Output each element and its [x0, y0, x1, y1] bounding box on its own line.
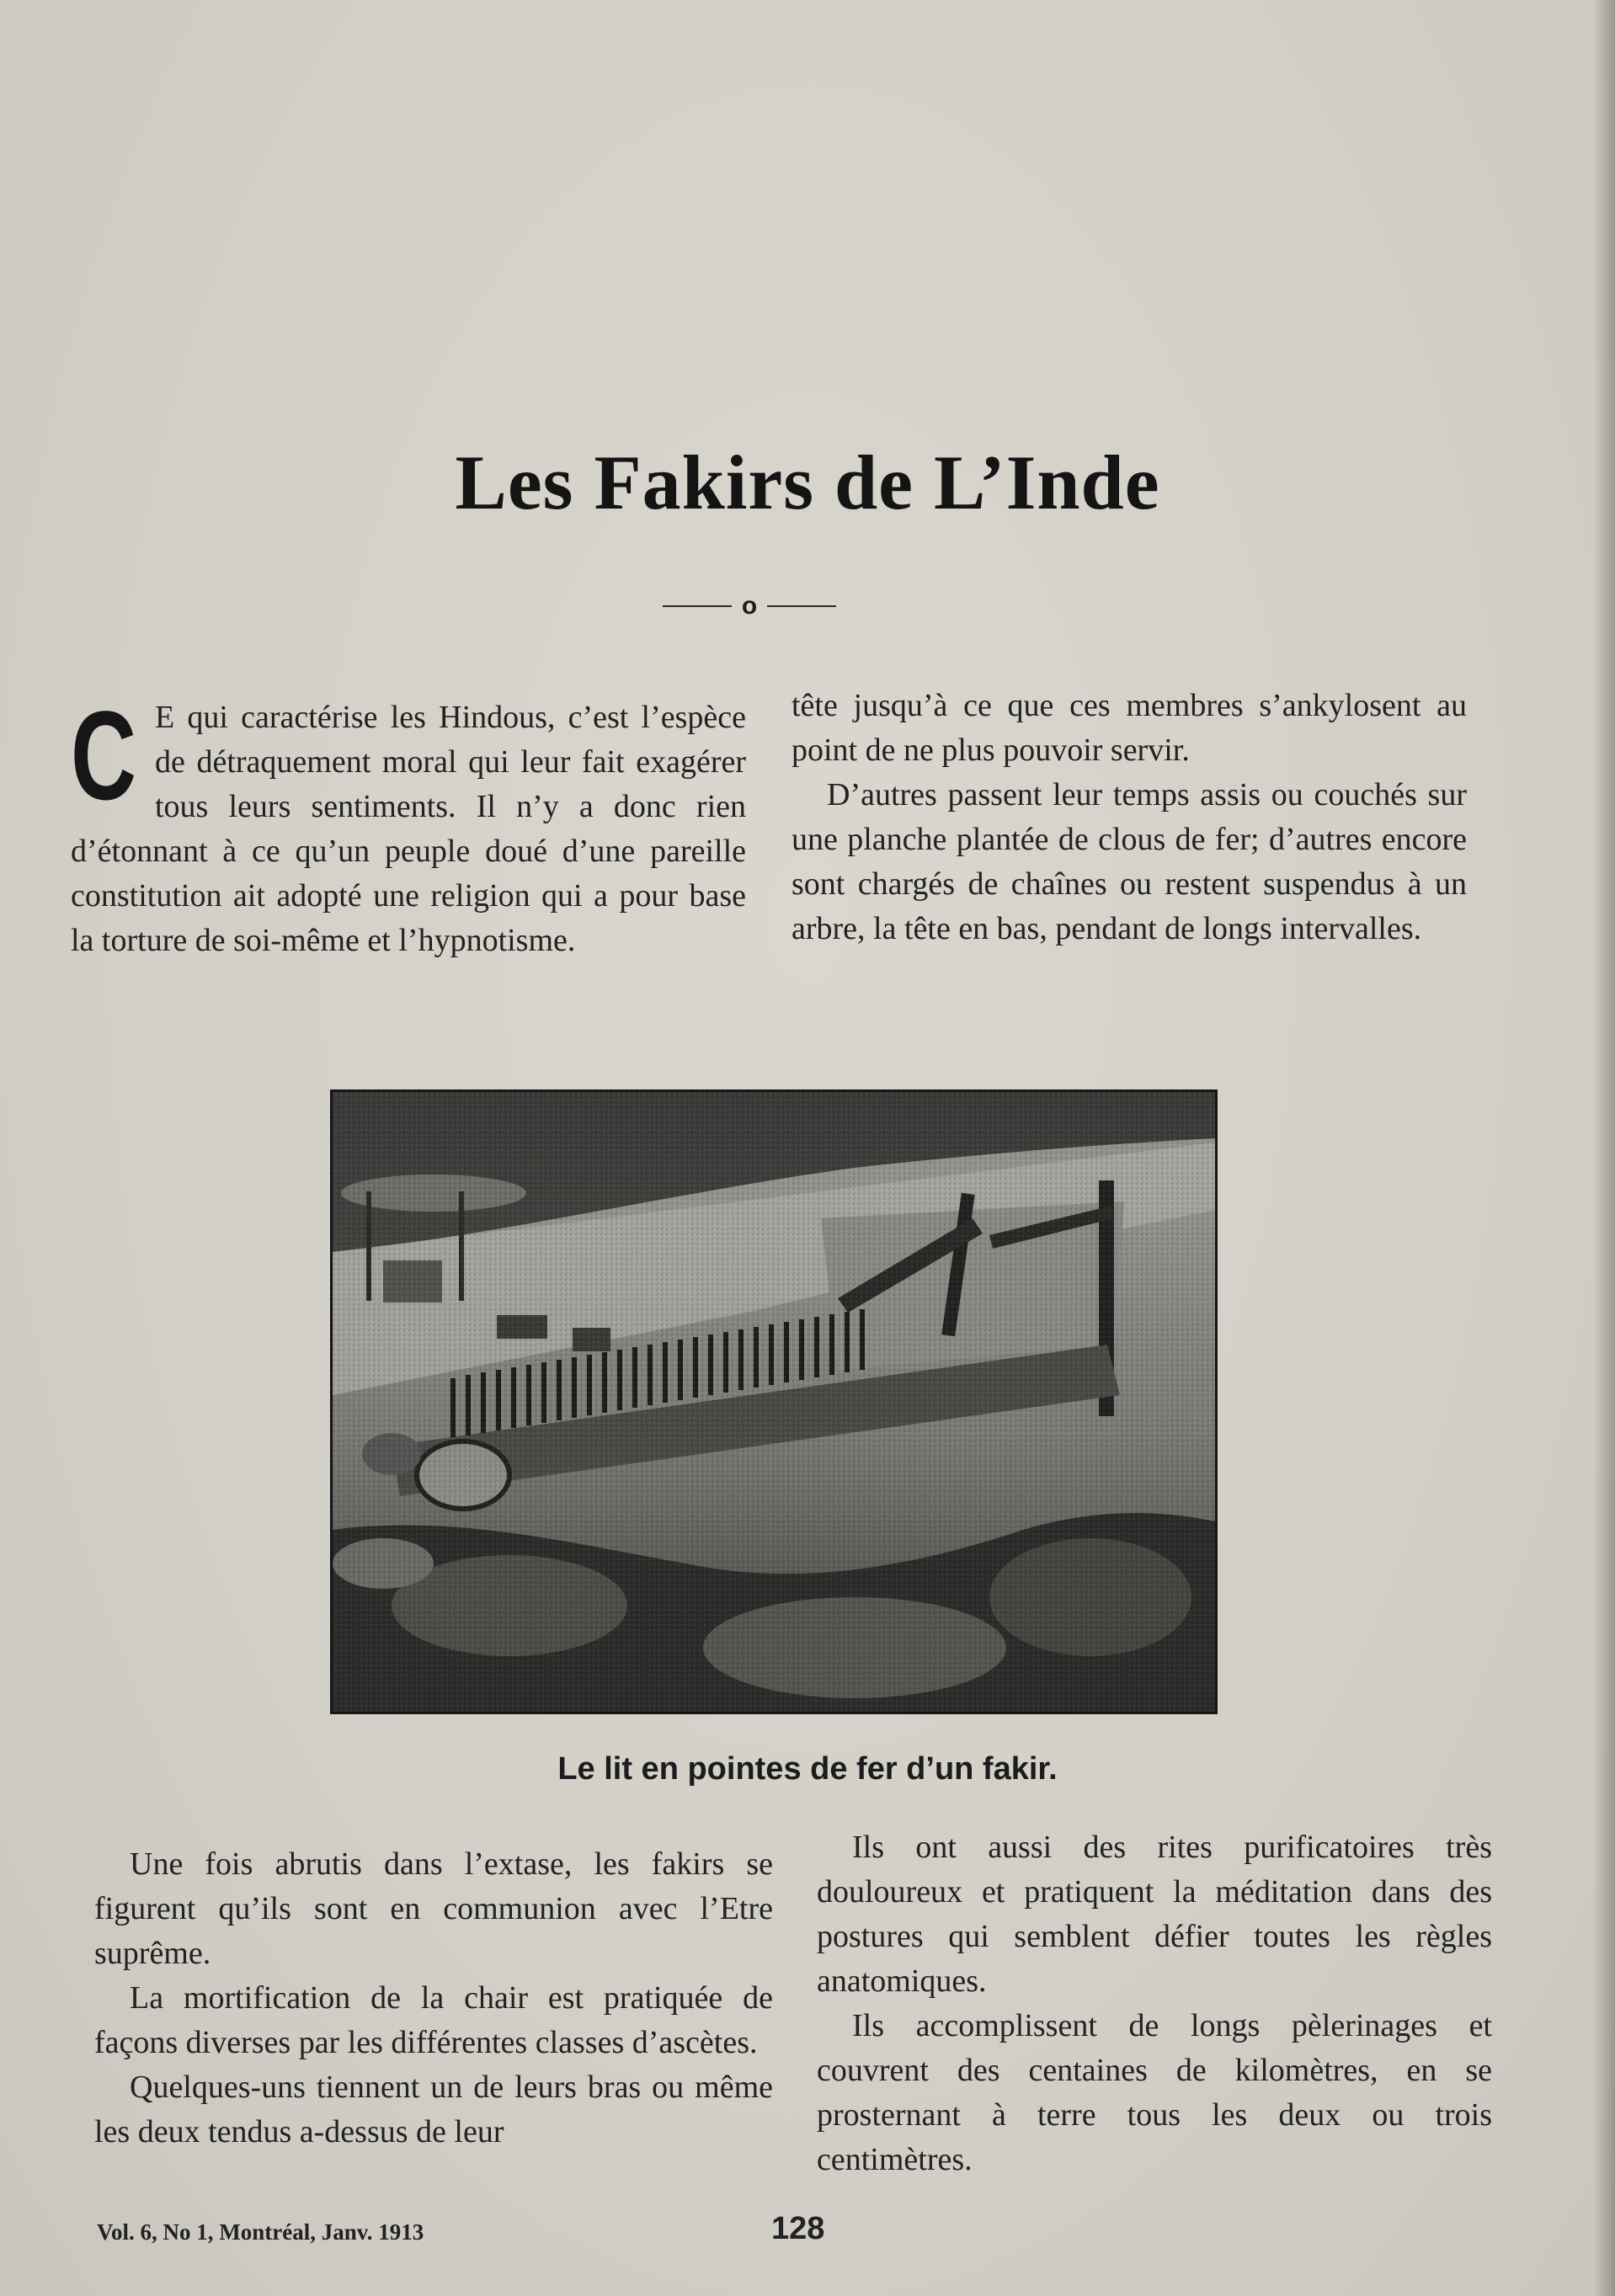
paragraph-nail-board: D’autres passent leur temps assis ou couchés sur une planche plantée de clous de fer; d’autres encore sont chargés de chaînes ou restent suspendus à un arbre, la tête en bas, pendant de longs intervalles. — [792, 777, 1467, 946]
paragraph-raised-arms: Quelques-uns tiennent un de leurs bras ou même les deux tendus a-dessus de leur — [94, 2070, 773, 2150]
intro-paragraph: E qui caractérise les Hindous, c’est l’espèce de détraquement moral qui leur fait exagérer tous leurs sentiments. Il n’y a donc rien d’étonnant à ce qu’un peuple doué d’une pareille constitution ait adopté une religion qui a pour base la torture de soi-même et l’hypnotisme. — [71, 700, 746, 958]
column-top-left — [71, 685, 746, 963]
issue-line: Vol. 6, No 1, Montréal, Janv. 1913 — [97, 2219, 424, 2245]
column-bottom-left — [94, 1842, 773, 2155]
paragraph-ankylosis: tête jusqu’à ce que ces membres s’ankylosent au point de ne plus pouvoir servir. — [792, 688, 1467, 768]
bed-of-nails-illustration — [333, 1092, 1215, 1712]
photo-bed-of-nails — [330, 1089, 1218, 1714]
divider-mark: o — [741, 592, 758, 620]
paragraph-ecstasy: Une fois abrutis dans l’extase, les fakirs se figurent qu’ils sont en communion avec l’Etre suprême. — [94, 1846, 773, 1971]
divider-rule-right — [767, 605, 836, 607]
page-edge-shadow — [1593, 0, 1615, 2296]
article-title: Les Fakirs de L’Inde — [455, 439, 1160, 525]
paragraph-pilgrimage: Ils accomplissent de longs pèlerinages et couvrent des centaines de kilomètres, en se prosternant à terre tous les deux ou trois centimètres. — [817, 2008, 1492, 2177]
paragraph-purification: Ils ont aussi des rites purificatoires très douloureux et pratiquent la méditation dans des postures qui semblent défier toutes les règles anatomiques. — [817, 1830, 1492, 1999]
title-divider — [657, 589, 842, 623]
page-number: 128 — [771, 2211, 825, 2246]
photo-caption: Le lit en pointes de fer d’un fakir. — [557, 1751, 1058, 1787]
column-top-right — [792, 684, 1467, 951]
column-bottom-right — [817, 1825, 1492, 2182]
paragraph-mortification: La mortification de la chair est pratiquée de façons diverses par les différentes classes d’ascètes. — [94, 1980, 773, 2060]
drop-cap: C — [71, 685, 136, 826]
divider-rule-left — [663, 605, 732, 607]
